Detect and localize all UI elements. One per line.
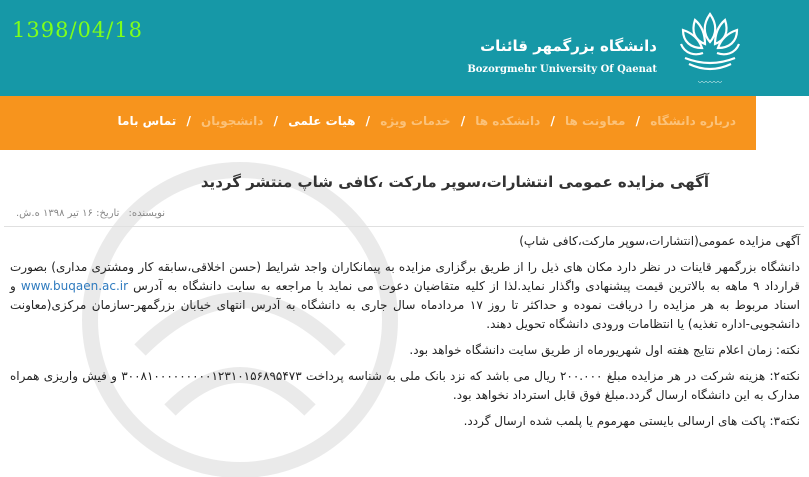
site-header bbox=[0, 0, 809, 96]
university-name-en[interactable]: Bozorgmehr University Of Qaenat bbox=[467, 64, 657, 75]
nav-separator: / bbox=[273, 114, 279, 128]
nav-item-faculties[interactable]: دانشکده ها bbox=[475, 114, 541, 128]
article-meta bbox=[10, 208, 165, 219]
author-label: نویسنده: bbox=[128, 208, 166, 219]
paragraph-intro: آگهی مزایده عمومی(انتشارات،سوپر مارکت،کافی شاپ) bbox=[519, 234, 800, 248]
university-website-link[interactable]: www.buqaen.ac.ir bbox=[20, 279, 129, 293]
divider bbox=[4, 226, 804, 227]
nav-item-about[interactable]: درباره دانشگاه bbox=[650, 114, 736, 128]
paragraph-main bbox=[10, 258, 800, 334]
nav-item-faculty-board[interactable]: هیات علمی bbox=[288, 114, 356, 128]
nav-item-students[interactable]: دانشجویان bbox=[201, 114, 264, 128]
article-body bbox=[10, 232, 800, 438]
nav-end-strip bbox=[756, 96, 809, 150]
nav-item-services[interactable]: خدمات ویژه bbox=[380, 114, 451, 128]
nav-item-deputies[interactable]: معاونت ها bbox=[565, 114, 626, 128]
university-logo-icon[interactable] bbox=[675, 8, 745, 90]
university-name-fa[interactable]: دانشگاه بزرگمهر قائنات bbox=[480, 37, 657, 55]
nav-items bbox=[118, 114, 736, 128]
nav-separator: / bbox=[460, 114, 466, 128]
nav-separator: / bbox=[186, 114, 191, 128]
nav-separator: / bbox=[635, 114, 640, 128]
nav-separator: / bbox=[365, 114, 371, 128]
nav-item-contact[interactable]: تماس باما bbox=[117, 114, 177, 128]
note-1: نکته: زمان اعلام نتایج هفته اول شهریورماه از طریق سایت دانشگاه خواهد بود. bbox=[409, 343, 800, 357]
note-2: نکته۲: هزینه شرکت در هر مزایده مبلغ ۲۰۰.۰۰۰ ریال می باشد که نزد بانک ملی به شناسه پرداخت ۳۰۰۸۱۰۰۰۰۰۰۰۰۰۱۲۳۱۰۱۵۶۸۹۵۴۷۳ و فیش واریزی همراه مدارک به این دانشگاه ارسال گردد.مبلغ فوق قابل استرداد نخواهد بود. bbox=[10, 369, 800, 402]
nav-separator: / bbox=[550, 114, 555, 128]
article-title: آگهی مزایده عمومی انتشارات،سوپر مارکت ،کافی شاپ منتشر گردید bbox=[200, 173, 709, 191]
paragraph-main-text: دانشگاه بزرگمهر قاینات در نظر دارد مکان های ذیل را از طریق برگزاری مزایده به پیمانکاران واجد شرایط (حسن اخلاقی،سابقه کار ومشتری مداری) بصورت قرارداد ۹ ماهه به بالاترین قیمت پیشنهادی واگذار نماید.لذا از کلیه متقاضیان دعوت می نماید با مراجعه به سایت دانشگاه به آدرس bbox=[10, 260, 800, 293]
publish-date: تاریخ: ۱۶ تیر ۱۳۹۸ ه.ش. bbox=[16, 208, 120, 219]
header-date: 1398/04/18 bbox=[12, 18, 144, 42]
paragraph-main-text-end: و اسناد مربوط به هر مزایده را دریافت نموده و حداکثر تا روز ۱۷ مردادماه سال جاری به دانشگاه به آدرس انتهای خیابان بزرگمهر-سازمان مرکزی(معاونت دانشجویی-اداره تغذیه) یا انتظامات ورودی دانشگاه تحویل دهند. bbox=[10, 279, 800, 331]
main-nav bbox=[0, 96, 756, 150]
note-3: نکته۳: پاکت های ارسالی بایستی مهرموم یا پلمب شده ارسال گردد. bbox=[463, 414, 800, 428]
svg-text:〰〰〰: 〰〰〰 bbox=[698, 78, 722, 87]
